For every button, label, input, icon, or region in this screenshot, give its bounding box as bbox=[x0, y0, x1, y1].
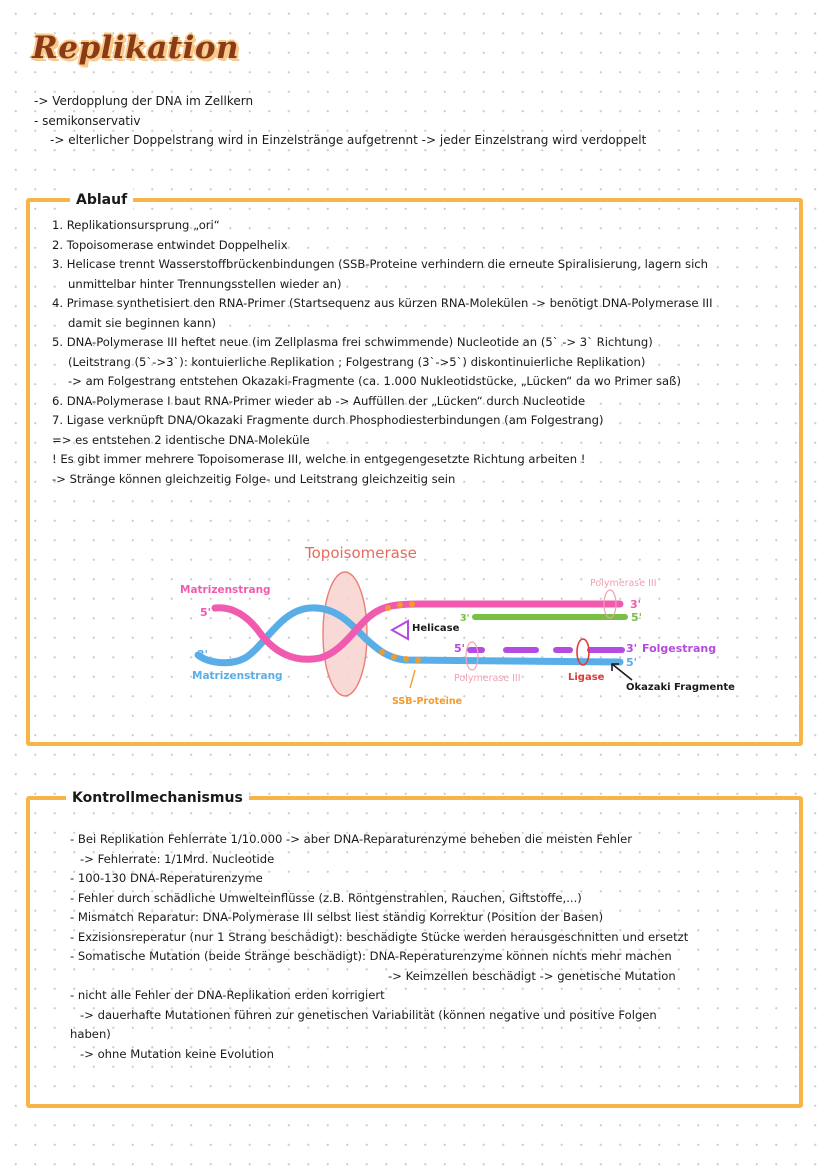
ssb-label: SSB-Proteine bbox=[392, 696, 463, 707]
matrizenstrang-bottom-label: Matrizenstrang bbox=[192, 670, 283, 682]
okazaki-label: Okazaki Fragmente bbox=[626, 682, 735, 693]
note-line: - Mismatch Reparatur: DNA-Polymerase III selbst liest ständig Korrektur (Position der Basen) bbox=[70, 910, 604, 924]
step-line: 5. DNA-Polymerase III heftet neue (im Zellplasma frei schwimmende) Nucleotide an (5` -> 3` Richtung) bbox=[52, 335, 653, 349]
folge-3-label: 3' bbox=[626, 642, 638, 655]
note-line: -> Fehlerrate: 1/1Mrd. Nucleotide bbox=[80, 851, 275, 866]
note-line: - nicht alle Fehler der DNA-Replikation erden korrigiert bbox=[70, 988, 385, 1002]
intro-line: -> Verdopplung der DNA im Zellkern bbox=[34, 94, 254, 108]
kontroll-notes bbox=[70, 830, 688, 1064]
step-line: => es entstehen 2 identische DNA-Moleküle bbox=[52, 432, 310, 447]
step-line: 7. Ligase verknüpft DNA/Okazaki Fragmente durch Phosphodiesterbindungen (am Folgestrang) bbox=[52, 413, 604, 427]
note-line: - Exzisionsreperatur (nur 1 Strang beschädigt): beschädigte Stücke werden herausgeschnitten und ersetzt bbox=[70, 929, 689, 944]
helicase-shape bbox=[392, 621, 408, 639]
ablauf-section bbox=[26, 192, 803, 746]
note-line: -> Keimzellen beschädigt -> genetische Mutation bbox=[388, 968, 676, 983]
ligase-label: Ligase bbox=[568, 672, 605, 683]
step-line: 6. DNA-Polymerase I baut RNA-Primer wieder ab -> Auffüllen der „Lücken“ durch Nucleotide bbox=[52, 393, 586, 408]
note-line: haben) bbox=[70, 1027, 111, 1041]
intro-line: -> elterlicher Doppelstrang wird in Einzelstränge aufgetrennt -> jeder Einzelstrang wird verdoppelt bbox=[50, 133, 647, 147]
intro-notes bbox=[34, 92, 646, 151]
note-line: - Bei Replikation Fehlerrate 1/10.000 -> aber DNA-Reparaturenzyme beheben die meisten Fehler bbox=[70, 832, 633, 846]
ssb-arrow bbox=[410, 670, 415, 688]
note-line: - Somatische Mutation (beide Stränge beschädigt): DNA-Reperaturenzyme können nichts mehr machen bbox=[70, 949, 672, 963]
note-line: -> Stränge können gleichzeitig Folge- und Leitstrang gleichzeitig sein bbox=[52, 471, 456, 486]
polymerase-bottom-label: Polymerase III bbox=[454, 673, 521, 684]
bottom-5-label: 5' bbox=[626, 656, 638, 669]
kontroll-section bbox=[26, 790, 803, 1108]
folgestrang-label: Folgestrang bbox=[642, 642, 717, 655]
replication-fork-diagram bbox=[160, 538, 760, 728]
left-5-label: 5' bbox=[200, 606, 212, 619]
note-line: - 100-130 DNA-Reperaturenzyme bbox=[70, 871, 263, 885]
step-line: (Leitstrang (5`->3`): kontuierliche Replikation ; Folgestrang (3`->5`) diskontinuierliche Replikation) bbox=[68, 354, 646, 369]
left-3-label: 3' bbox=[197, 648, 209, 661]
step-line: 3. Helicase trennt Wasserstoffbrückenbindungen (SSB-Proteine verhindern die erneute Spiralisierung, lagern sich bbox=[52, 257, 709, 271]
ablauf-heading: Ablauf bbox=[70, 188, 133, 212]
green-5-label: 5' bbox=[631, 611, 643, 624]
mid-5-label: 5' bbox=[454, 642, 466, 655]
note-line: -> dauerhafte Mutationen führen zur genetischen Variabilität (können negative und positive Folgen bbox=[80, 1007, 657, 1022]
polymerase-bottom-shape bbox=[466, 642, 478, 670]
ablauf-steps bbox=[52, 216, 713, 489]
step-line: -> am Folgestrang entstehen Okazaki-Fragmente (ca. 1.000 Nukleotidstücke, „Lücken“ da wo Primer saß) bbox=[68, 374, 681, 388]
polymerase-top-label: Polymerase III bbox=[590, 578, 657, 589]
page-title: Replikation bbox=[32, 30, 240, 66]
step-line: 2. Topoisomerase entwindet Doppelhelix bbox=[52, 237, 288, 252]
green-3-label: 3' bbox=[460, 613, 470, 624]
top-3-label: 3' bbox=[630, 598, 642, 611]
kontroll-heading: Kontrollmechanismus bbox=[66, 786, 249, 810]
note-line: -> ohne Mutation keine Evolution bbox=[80, 1046, 274, 1061]
note-line: - Fehler durch schädliche Umwelteinflüsse (z.B. Röntgenstrahlen, Rauchen, Giftstoffe,...) bbox=[70, 890, 582, 905]
step-line: 4. Primase synthetisiert den RNA-Primer (Startsequenz aus kürzen RNA-Molekülen -> benötigt DNA-Polymerase III bbox=[52, 296, 713, 310]
step-line: 1. Replikationsursprung „ori“ bbox=[52, 218, 220, 232]
note-line: ! Es gibt immer mehrere Topoisomerase III, welche in entgegengesetzte Richtung arbeiten ! bbox=[52, 452, 586, 466]
helicase-label: Helicase bbox=[412, 623, 460, 634]
matrizenstrang-top-label: Matrizenstrang bbox=[180, 584, 271, 596]
topoisomerase-label: Topoisomerase bbox=[305, 544, 417, 562]
intro-line: - semikonservativ bbox=[34, 113, 141, 128]
step-line: unmittelbar hinter Trennungsstellen wieder an) bbox=[68, 276, 342, 291]
step-line: damit sie beginnen kann) bbox=[68, 315, 217, 330]
